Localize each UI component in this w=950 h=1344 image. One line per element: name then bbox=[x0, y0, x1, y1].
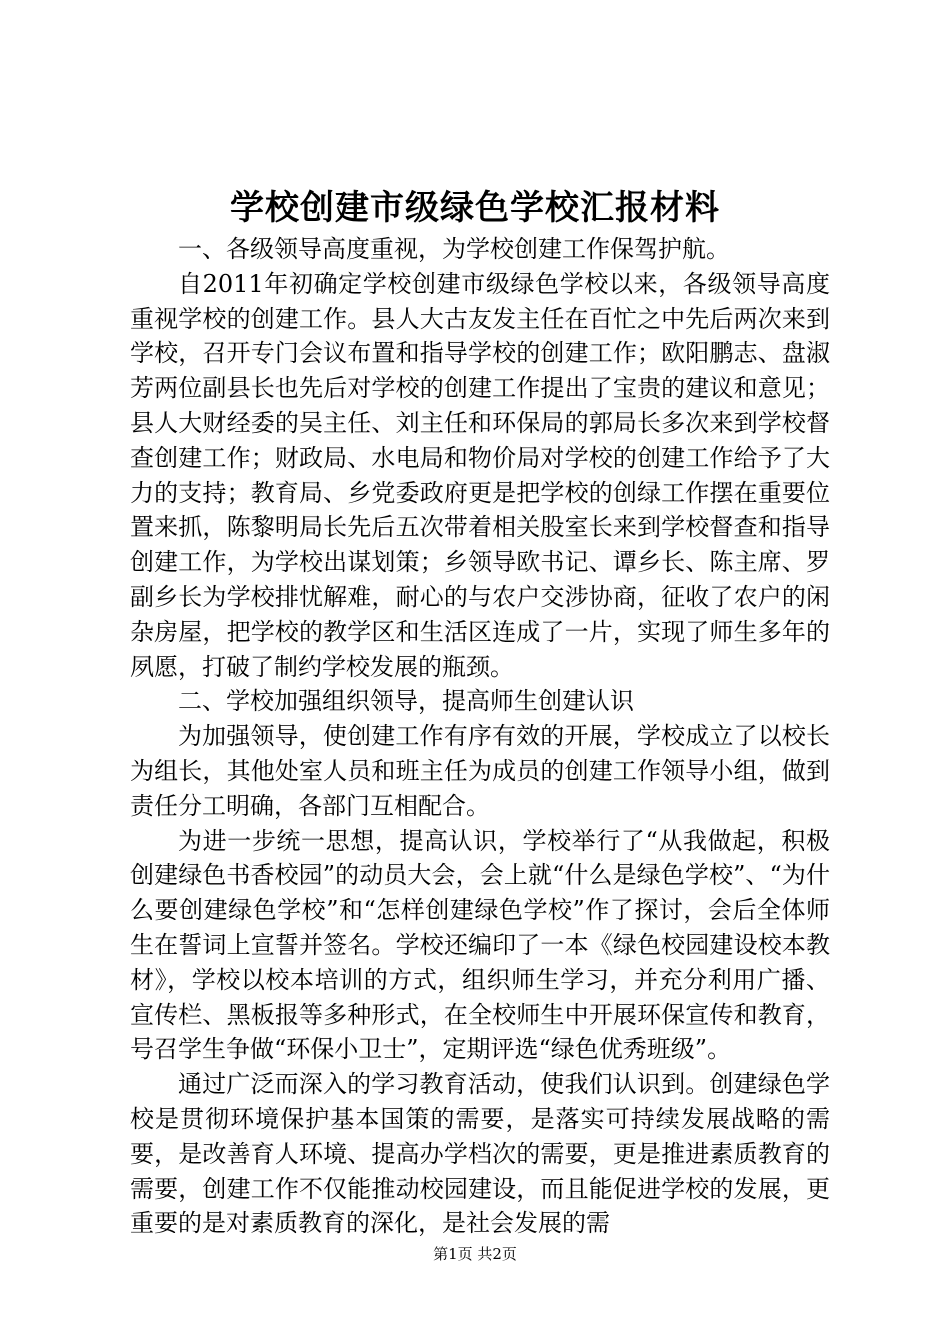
paragraph-heading-2: 二、学校加强组织领导，提高师生创建认识 bbox=[178, 687, 634, 716]
paragraph: 通过广泛而深入的学习教育活动，使我们认识到。创建绿色学校是贯彻环境保护基本国策的需要，是落实可持续发展战略的需要，是改善育人环境、提高办学档次的需要，更是推进素质教育的需要，创建工作不仅能推动校园建设，而且能促进学校的发展，更重要的是对素质教育的深化，是社会发展的需 bbox=[130, 1070, 830, 1238]
paragraph-heading-1: 一、各级领导高度重视，为学校创建工作保驾护航。 bbox=[178, 235, 730, 263]
paragraph: 为进一步统一思想，提高认识，学校举行了“从我做起，积极创建绿色书香校园”的动员大会，会上就“什么是绿色学校”、“为什么要创建绿色学校”和“怎样创建绿色学校”作了探讨，会后全体师生在誓词上宣誓并签名。学校还编印了一本《绿色校园建设校本教材》，学校以校本培训的方式，组织师生学习，并充分利用广播、宣传栏、黑板报等多种形式，在全校师生中开展环保宣传和教育，号召学生争做“环保小卫士”，定期评选“绿色优秀班级”。 bbox=[130, 826, 830, 1064]
page-number-footer: 第1页 共2页 bbox=[433, 1245, 517, 1263]
document-title: 学校创建市级绿色学校汇报材料 bbox=[230, 188, 720, 228]
document-body bbox=[130, 232, 830, 1241]
paragraph: 自2011年初确定学校创建市级绿色学校以来，各级领导高度重视学校的创建工作。县人大古友发主任在百忙之中先后两次来到学校，召开专门会议布置和指导学校的创建工作；欧阳鹏志、盘淑芳两位副县长也先后对学校的创建工作提出了宝贵的建议和意见；县人大财经委的吴主任、刘主任和环保局的郭局长多次来到学校督查创建工作；财政局、水电局和物价局对学校的创建工作给予了大力的支持；教育局、乡党委政府更是把学校的创绿工作摆在重要位置来抓，陈黎明局长先后五次带着相关股室长来到学校督查和指导创建工作，为学校出谋划策；乡领导欧书记、谭乡长、陈主席、罗副乡长为学校排忧解难，耐心的与农户交涉协商，征收了农户的闲杂房屋，把学校的教学区和生活区连成了一片，实现了师生多年的夙愿，打破了制约学校发展的瓶颈。 bbox=[130, 269, 830, 681]
paragraph: 为加强领导，使创建工作有序有效的开展，学校成立了以校长为组长，其他处室人员和班主任为成员的创建工作领导小组，做到责任分工明确，各部门互相配合。 bbox=[130, 722, 830, 820]
